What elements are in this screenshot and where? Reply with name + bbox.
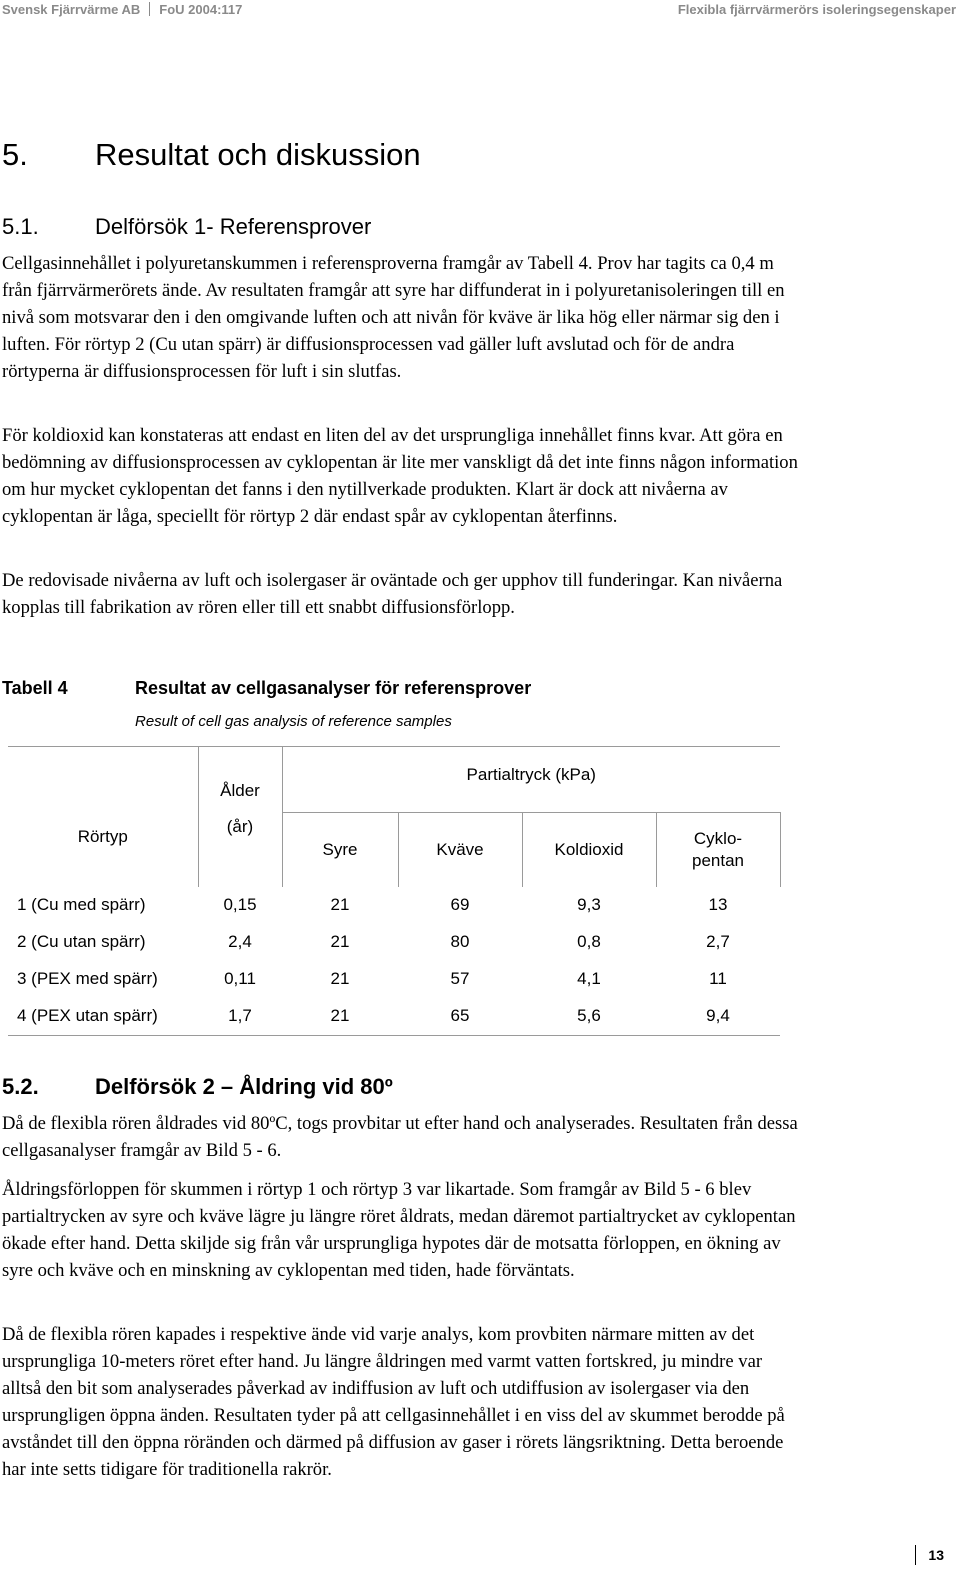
header-alder [198, 747, 282, 887]
cell-koldioxid: 9,3 [577, 895, 601, 914]
header-cyklo-line1: Cyklo- [693, 828, 743, 848]
cell-cyklopentan: 2,7 [706, 932, 730, 951]
paragraph: De redovisade nivåerna av luft och isolergaser är oväntade och ger upphov till funderingar. Kan nivåerna kopplas till fabrikation av rören eller till ett snabbt diffusionsförlopp. [2, 570, 783, 618]
table-row [8, 924, 780, 961]
chapter-heading [2, 137, 421, 173]
cell-rortyp: 1 (Cu med spärr) [17, 895, 146, 914]
section-number: 5.2. [2, 1074, 39, 1099]
cell-syre: 21 [330, 932, 350, 951]
table-title: Resultat av cellgasanalyser för referensprover [135, 678, 532, 698]
header-syre: Syre [282, 813, 398, 887]
header-report: FoU 2004:117 [159, 2, 243, 17]
header-koldioxid: Koldioxid [522, 813, 656, 887]
header-cyklo-line2: pentan [692, 850, 744, 870]
section-number: 5.1. [2, 214, 39, 239]
paragraph: Åldringsförloppen för skummen i rörtyp 1 och rörtyp 3 var likartade. Som framgår av Bild 5 - 6 blev partialtrycken av syre och kväve lägre ju längre röret åldrats, medan däremot partialtrycket av cyklopentan ökade efter hand. Detta skiljde sig från vår ursprungliga hypotes där de motsatta förloppen, en ökning av syre och kväve och en minskning av cyklopentan med tiden, hade förväntats. [2, 1179, 796, 1281]
chapter-number: 5. [2, 137, 28, 172]
results-table [8, 746, 781, 1036]
running-header-left [2, 2, 242, 17]
cell-syre: 21 [330, 895, 350, 914]
cell-alder: 0,15 [223, 895, 257, 914]
cell-alder: 1,7 [198, 998, 282, 1036]
footer-separator [915, 1545, 916, 1565]
cell-cyklopentan: 11 [709, 969, 727, 988]
table-caption [2, 678, 531, 699]
cell-kvave: 80 [450, 932, 470, 951]
table-row [8, 961, 780, 998]
cell-cyklopentan: 9,4 [656, 998, 780, 1036]
cell-koldioxid: 5,6 [522, 998, 656, 1036]
paragraph: För koldioxid kan konstateras att endast en liten del av det ursprungliga innehållet finns kvar. Att göra en bedömning av diffusionsprocessen av cyklopentan är lite mer vanskligt då det inte finns någon information om hur mycket cyklopentan det fanns i den nytillverkade produkten. Klart är dock att nivåerna av cyklopentan är låga, speciellt för rörtyp 2 där endast spår av cyklopentan återfinns. [2, 425, 798, 527]
cell-cyklopentan: 13 [708, 895, 728, 914]
section-title: Delförsök 1- Referensprover [95, 214, 372, 239]
paragraph: Då de flexibla rören kapades i respektive ände vid varje analys, kom provbiten närmare mitten av det ursprungliga 10-meters röret efter hand. Ju längre åldringen med varmt vatten fortskred, ju mindre var alltså den bit som analyserades påverkad av indiffusion av luft och utdiffusion av isolergaser via den ursprungligen öppna änden. Resultaten tyder på att cellgasinnehållet i en viss del av skummet berodde på avståndet till den öppna röränden och därmed på diffusion av gaser i rörets längsriktning. Detta beroende har inte setts tidigare för traditionella rakrör. [2, 1324, 785, 1480]
table-row [8, 998, 780, 1036]
cell-syre: 21 [330, 969, 350, 988]
paragraph: Då de flexibla rören åldrades vid 80ºC, togs provbitar ut efter hand och analyserades. Resultaten från dessa cellgasanalyser framgår av Bild 5 - 6. [2, 1113, 798, 1161]
header-kvave: Kväve [398, 813, 522, 887]
header-alder-line1: Ålder [220, 781, 260, 800]
table-subtitle: Result of cell gas analysis of reference samples [135, 713, 452, 730]
section-title: Delförsök 2 – Åldring vid 80º [95, 1074, 393, 1099]
table-row [8, 887, 780, 924]
section-heading-5-2 [2, 1074, 393, 1100]
cell-rortyp: 3 (PEX med spärr) [17, 969, 158, 988]
cell-koldioxid: 0,8 [577, 932, 601, 951]
cell-kvave: 69 [450, 895, 470, 914]
cell-alder: 0,11 [224, 969, 256, 988]
paragraph: Cellgasinnehållet i polyuretanskummen i referensproverna framgår av Tabell 4. Prov har tagits ca 0,4 m från fjärrvärmerörets ände. Av resultaten framgår att syre har diffunderat in i polyuretanisoleringen till en nivå som motsvarar den i den omgivande luften och att nivån för kväve är lika hög eller närmar sig den i luften. För rörtyp 2 (Cu utan spärr) är diffusionsprocessen vad gäller luft avslutad och för de andra rörtyperna är diffusionsprocessen för luft i sin slutfas. [2, 253, 785, 382]
cell-rortyp: 4 (PEX utan spärr) [8, 998, 198, 1036]
chapter-title: Resultat och diskussion [95, 137, 421, 172]
section-heading-5-1 [2, 214, 371, 240]
table-label: Tabell 4 [2, 678, 68, 698]
cell-rortyp: 2 (Cu utan spärr) [17, 932, 146, 951]
header-alder-line2: (år) [226, 817, 254, 836]
header-partialtryck: Partialtryck (kPa) [282, 747, 780, 813]
header-org: Svensk Fjärrvärme AB [2, 2, 141, 17]
header-separator [149, 2, 150, 16]
header-title: Flexibla fjärrvärmerörs isoleringsegenskaper [677, 2, 956, 17]
cell-kvave: 65 [398, 998, 522, 1036]
cell-koldioxid: 4,1 [577, 969, 601, 988]
page-number: 13 [928, 1547, 944, 1563]
cell-kvave: 57 [450, 969, 470, 988]
header-rortyp: Rörtyp [8, 747, 198, 887]
cell-alder: 2,4 [228, 932, 252, 951]
cell-syre: 21 [282, 998, 398, 1036]
table-header-row [8, 747, 780, 813]
header-cyklopentan [656, 813, 780, 887]
